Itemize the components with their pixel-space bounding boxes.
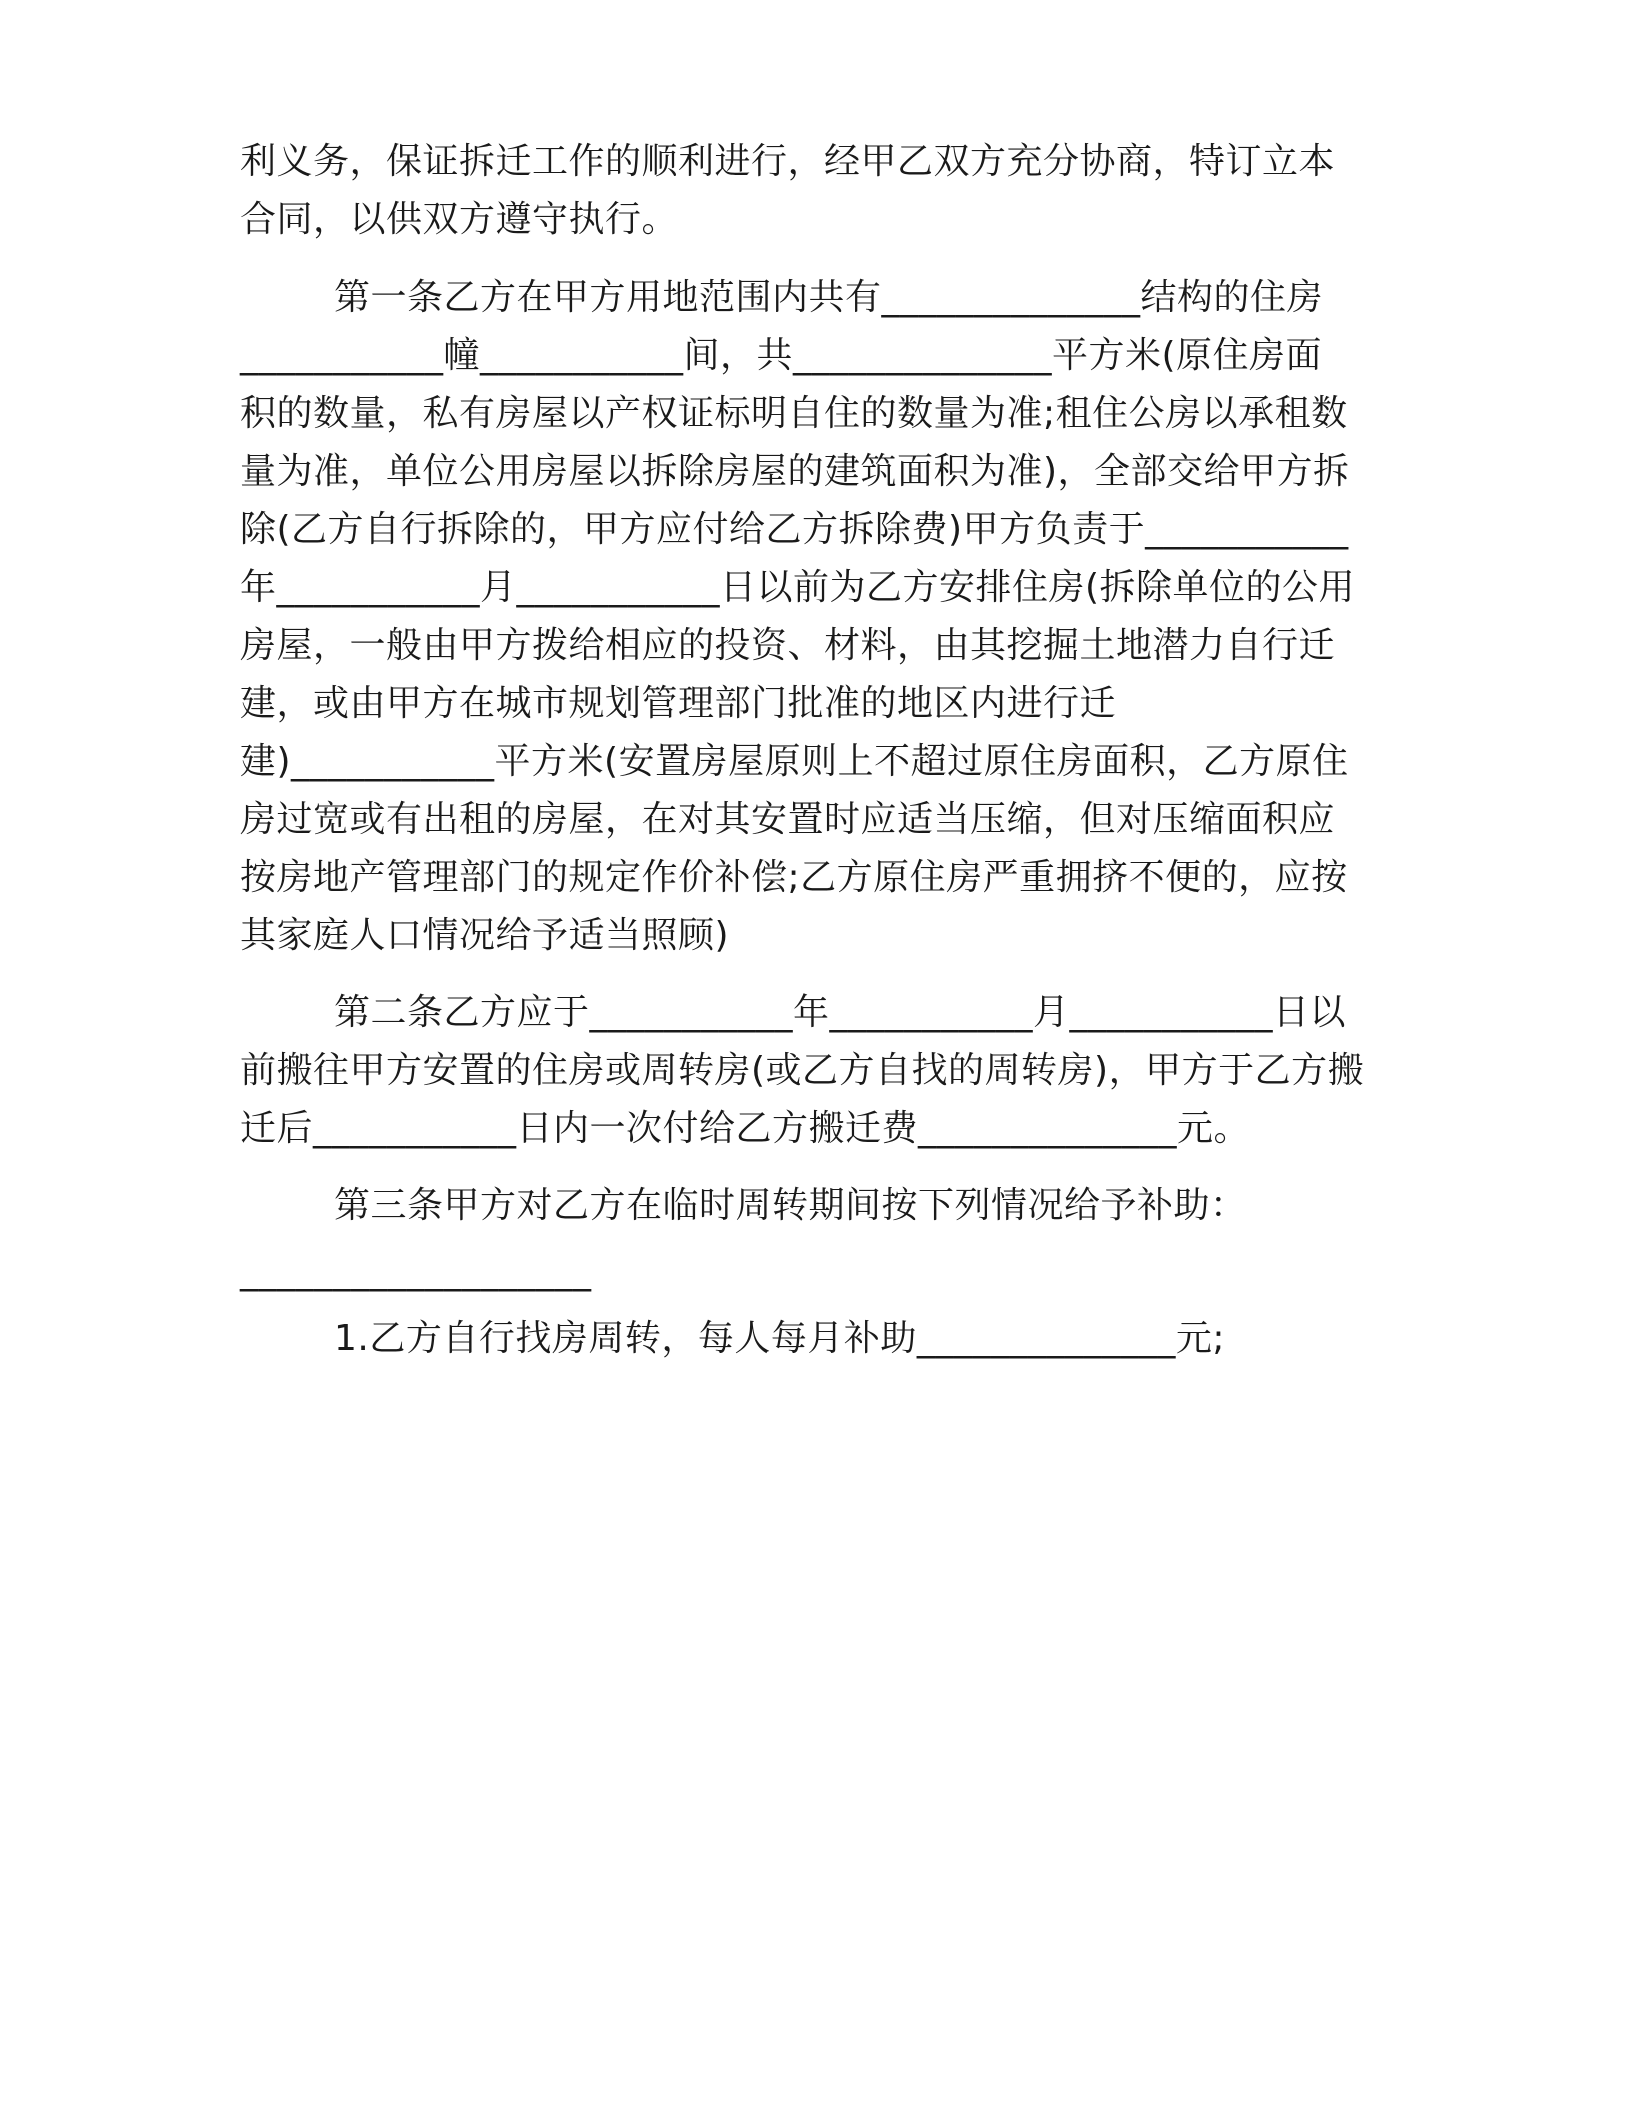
text-line: 积的数量，私有房屋以产权证标明自住的数量为准;租住公房以承租数 bbox=[240, 393, 1348, 434]
article-3-heading-line: 第三条甲方对乙方在临时周转期间按下列情况给予补助： bbox=[334, 1185, 1247, 1226]
text-line: 建)___________平方米(安置房屋原则上不超过原住房面积，乙方原住 bbox=[240, 741, 1349, 782]
text-line: 年___________月___________日以前为乙方安排住房(拆除单位的公用 bbox=[240, 567, 1356, 608]
list-item-1: 1.乙方自行找房周转，每人每月补助______________元; bbox=[334, 1318, 1225, 1359]
text-line: 前搬往甲方安置的住房或周转房(或乙方自找的周转房)，甲方于乙方搬 bbox=[240, 1050, 1365, 1091]
text-line: 除(乙方自行拆除的，甲方应付给乙方拆除费)甲方负责于___________ bbox=[240, 509, 1349, 550]
text-line: ___________幢___________间，共______________平方米(原住房面 bbox=[240, 335, 1323, 376]
text-line: 按房地产管理部门的规定作价补偿;乙方原住房严重拥挤不便的，应按 bbox=[240, 857, 1348, 898]
article-1-heading-line: 第一条乙方在甲方用地范围内共有______________结构的住房 bbox=[334, 277, 1324, 318]
text-line: 合同，以供双方遵守执行。 bbox=[240, 199, 679, 240]
article-2-heading-line: 第二条乙方应于___________年___________月___________日以 bbox=[334, 992, 1347, 1033]
text-line: 其家庭人口情况给予适当照顾) bbox=[240, 915, 730, 956]
text-line: 量为准，单位公用房屋以拆除房屋的建筑面积为准)，全部交给甲方拆 bbox=[240, 451, 1350, 492]
text-line: 房屋，一般由甲方拨给相应的投资、材料，由其挖掘土地潜力自行迁 bbox=[240, 625, 1336, 666]
text-line: 建，或由甲方在城市规划管理部门批准的地区内进行迁 bbox=[240, 683, 1117, 724]
text-line: 房过宽或有出租的房屋，在对其安置时应适当压缩，但对压缩面积应 bbox=[240, 799, 1336, 840]
blank-fill-line: ___________________ bbox=[240, 1251, 592, 1292]
text-line: 利义务，保证拆迁工作的顺利进行，经甲乙双方充分协商，特订立本 bbox=[240, 141, 1336, 182]
text-line: 迁后___________日内一次付给乙方搬迁费______________元。 bbox=[240, 1108, 1251, 1149]
